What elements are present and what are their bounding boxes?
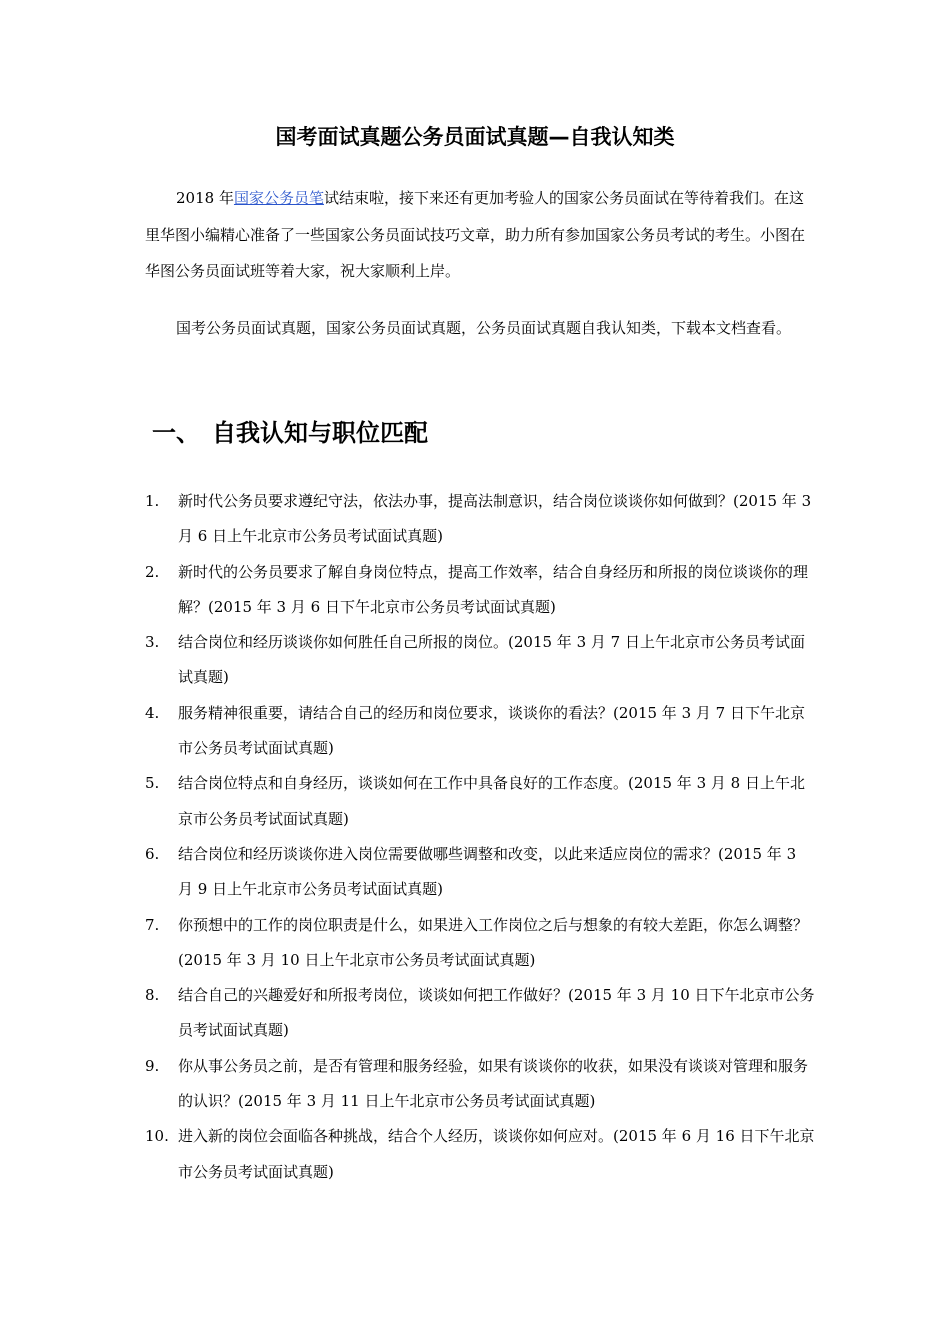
list-item	[145, 837, 815, 908]
question-text: 你预想中的工作的岗位职责是什么，如果进入工作岗位之后与想象的有较大差距，你怎么调整？(2015 年 3 月 10 日上午北京市公务员考试面试真题)	[178, 915, 809, 969]
question-number: 7.	[145, 915, 160, 934]
question-text: 新时代的公务员要求了解自身岗位特点，提高工作效率，结合自身经历和所报的岗位谈谈你的理解？(2015 年 3 月 6 日下午北京市公务员考试面试真题)	[178, 562, 809, 616]
section-heading	[152, 415, 428, 451]
summary-paragraph: 国考公务员面试真题，国家公务员面试真题，公务员面试真题自我认知类，下载本文档查看。	[176, 319, 792, 337]
list-item	[145, 766, 815, 837]
intro-paragraph	[145, 180, 810, 290]
question-text: 结合岗位和经历谈谈你如何胜任自己所报的岗位。(2015 年 3 月 7 日上午北京市公务员考试面试真题)	[178, 633, 805, 687]
question-number: 2.	[145, 562, 160, 581]
question-number: 8.	[145, 986, 160, 1005]
question-number: 6.	[145, 844, 160, 863]
list-item	[145, 978, 815, 1049]
section-title: 自我认知与职位匹配	[212, 419, 428, 447]
list-item	[145, 625, 815, 696]
question-text: 你从事公务员之前，是否有管理和服务经验，如果有谈谈你的收获，如果没有谈谈对管理和服务的认识？(2015 年 3 月 11 日上午北京市公务员考试面试真题)	[178, 1056, 809, 1111]
document-title: 国考面试真题公务员面试真题—自我认知类	[275, 125, 675, 149]
list-item	[145, 696, 815, 767]
section-number: 一、	[152, 419, 200, 447]
list-item	[145, 555, 815, 626]
national-exam-link[interactable]: 国家公务员笔	[233, 189, 324, 207]
question-list	[145, 484, 815, 1190]
question-number: 4.	[145, 703, 160, 722]
question-text: 服务精神很重要，请结合自己的经历和岗位要求，谈谈你的看法？(2015 年 3 月 7 日下午北京市公务员考试面试真题)	[178, 703, 805, 758]
intro-text: 试结束啦，接下来还有更加考验人的国家公务员面试在等待着我们。在这里华图小编精心准备了一些国家公务员面试技巧文章，助力所有参加国家公务员考试的考生。小图在华图公务员面试班等着大家，祝大家顺利上岸。	[145, 189, 806, 280]
question-text: 进入新的岗位会面临各种挑战，结合个人经历，谈谈你如何应对。(2015 年 6 月 16 日下午北京市公务员考试面试真题)	[178, 1127, 815, 1181]
question-text: 结合岗位特点和自身经历，谈谈如何在工作中具备良好的工作态度。(2015 年 3 月 8 日上午北京市公务员考试面试真题)	[178, 774, 805, 828]
list-item	[145, 484, 815, 555]
list-item	[145, 908, 815, 979]
list-item	[145, 1049, 815, 1120]
intro-year: 2018 年	[176, 189, 234, 207]
question-text: 结合岗位和经历谈谈你进入岗位需要做哪些调整和改变，以此来适应岗位的需求？(2015 年 3 月 9 日上午北京市公务员考试面试真题)	[178, 844, 797, 899]
question-number: 9.	[145, 1056, 160, 1075]
question-number: 5.	[145, 774, 160, 793]
question-text: 结合自己的兴趣爱好和所报考岗位，谈谈如何把工作做好？(2015 年 3 月 10 日下午北京市公务员考试面试真题)	[178, 986, 815, 1040]
list-item	[145, 1119, 815, 1190]
question-text: 新时代公务员要求遵纪守法，依法办事，提高法制意识，结合岗位谈谈你如何做到？(2015 年 3 月 6 日上午北京市公务员考试面试真题)	[178, 492, 812, 546]
question-number: 3.	[145, 633, 160, 652]
question-number: 10.	[145, 1127, 169, 1146]
question-number: 1.	[145, 492, 160, 510]
